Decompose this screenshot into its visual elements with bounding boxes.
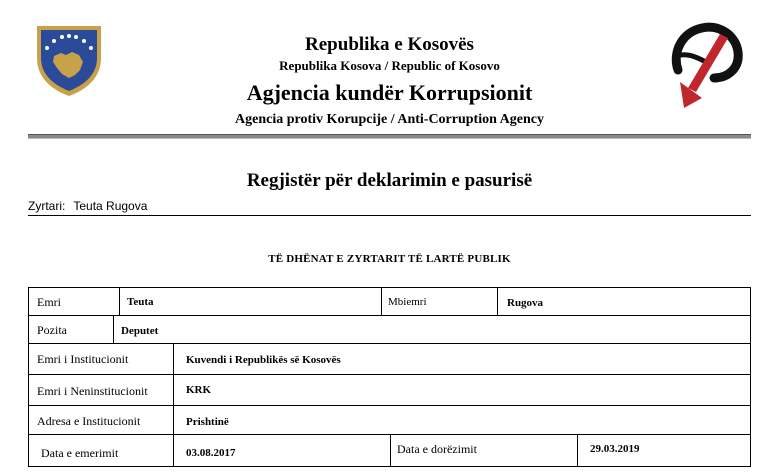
submission-date-label: Data e dorëzimit xyxy=(397,442,477,456)
sub-institution-label: Emri i Neninstitucionit xyxy=(37,384,148,398)
header-divider xyxy=(28,134,751,139)
last-name-value: Rugova xyxy=(507,297,544,309)
sub-institution-value: KRK xyxy=(186,384,212,396)
agency-title: Agjencia kundër Korrupsionit xyxy=(246,80,533,105)
last-name-label: Mbiemri xyxy=(388,296,427,308)
country-title: Republika e Kosovës xyxy=(305,34,474,55)
first-name-value: Teuta xyxy=(127,296,154,308)
country-subtitle: Republika Kosova / Republic of Kosovo xyxy=(279,58,500,73)
official-data-form xyxy=(28,287,751,467)
official-name: Teuta Rugova xyxy=(73,199,148,213)
official-label: Zyrtari: xyxy=(28,199,66,213)
submission-date-value: 29.03.2019 xyxy=(590,443,640,455)
position-label: Pozita xyxy=(37,323,67,337)
official-row xyxy=(28,199,147,213)
first-name-label: Emri xyxy=(37,295,61,309)
institution-value: Kuvendi i Republikës së Kosovës xyxy=(186,354,341,366)
appointment-date-label: Data e emerimit xyxy=(41,446,119,460)
section-title: TË DHËNAT E ZYRTARIT TË LARTË PUBLIK xyxy=(268,253,511,265)
address-value: Prishtinë xyxy=(186,416,229,428)
official-underline xyxy=(28,215,751,216)
register-title: Regjistër për deklarimin e pasurisë xyxy=(246,170,533,191)
position-value: Deputet xyxy=(121,325,159,337)
agency-subtitle: Agencia protiv Korupcije / Anti-Corruption Agency xyxy=(235,112,544,127)
institution-label: Emri i Institucionit xyxy=(37,352,129,366)
appointment-date-value: 03.08.2017 xyxy=(186,447,236,459)
address-label: Adresa e Institucionit xyxy=(37,414,141,428)
